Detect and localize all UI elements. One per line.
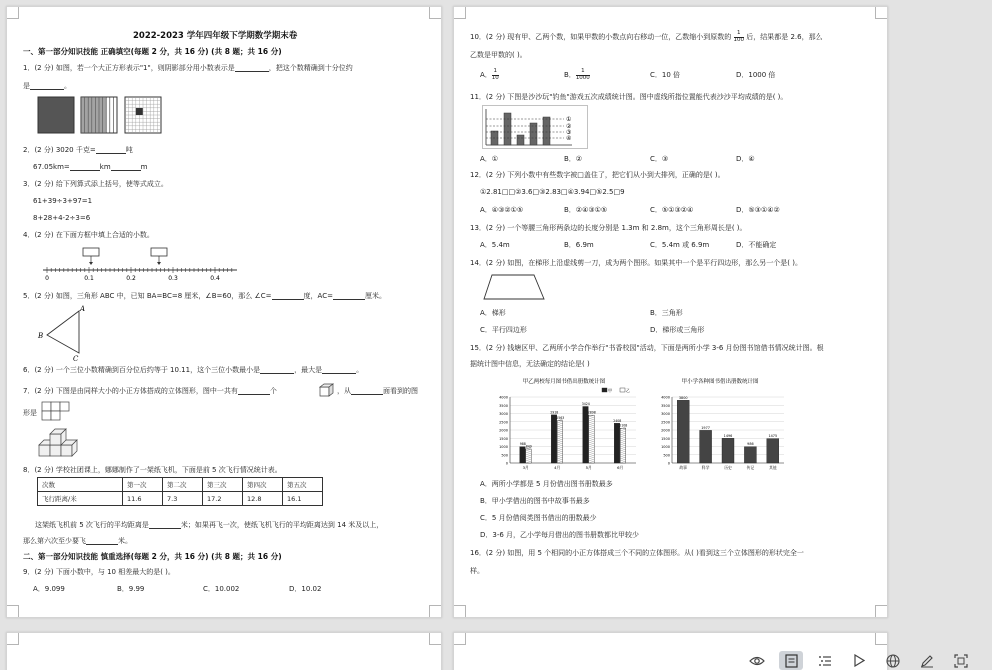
data-label: 1475: [768, 434, 778, 439]
q10-text: 10．(2 分) 现有甲、乙两个数，如果甲数的小数点向右移动一位，乙数缩小到原数的: [470, 33, 732, 41]
q8-text-e: 米。: [118, 537, 132, 545]
data-label: 849: [525, 444, 532, 449]
table-cell: 第二次: [163, 478, 203, 492]
y-tick-label: 3500: [499, 403, 508, 408]
q11-option-a: A．①: [480, 155, 499, 163]
question-16: 16．(2 分) 如图，用 5 个相同的小正方体搭成三个不同的立体图形。从( )看到这三个立体图形的形状完全一: [470, 549, 804, 557]
q5-triangle-figure: [35, 305, 95, 361]
crop-mark: [875, 7, 887, 19]
q2b-unit-m: m: [140, 163, 148, 171]
x-tick-label: 4月: [554, 465, 561, 470]
legend-label: 甲: [608, 388, 612, 393]
q8-text-d: 那么第六次至少要飞: [23, 537, 86, 545]
page-1: [6, 6, 442, 618]
question-2: [23, 146, 133, 154]
y-tick-label: 2500: [499, 420, 508, 425]
library-loans-monthly-chart: [484, 375, 644, 475]
ruler-label: 0.1: [84, 275, 94, 281]
question-9: [23, 568, 175, 576]
y-tick-label: 4000: [661, 395, 670, 400]
x-tick-label: 故事: [679, 465, 687, 470]
fraction-denominator: 1000: [575, 74, 590, 81]
y-tick-label: 3000: [499, 412, 508, 416]
q5-text-c: 厘米。: [364, 292, 386, 300]
bar: [722, 438, 734, 463]
ruler-label: 0.3: [168, 275, 178, 281]
crop-mark: [875, 633, 887, 645]
question-15: 15．(2 分) 钱塘区甲、乙两所小学合作举行"书香校园"活动，下面是两所小学 3-6 月份图书馆借书情况统计图。根: [470, 344, 824, 352]
dash-label: ①: [566, 116, 572, 123]
dash-label: ④: [566, 135, 572, 142]
eye-icon[interactable]: [740, 651, 774, 670]
table-cell: 11.6: [123, 492, 163, 506]
crop-mark: [429, 605, 441, 617]
legend-swatch: [620, 388, 625, 392]
bar: [583, 407, 589, 463]
crop-mark: [429, 633, 441, 645]
q13-option-b: B．6.9m: [564, 241, 594, 249]
table-cell: 第一次: [123, 478, 163, 492]
data-label: 2563: [556, 416, 565, 421]
legend-swatch: [602, 388, 607, 392]
bar: [767, 439, 779, 463]
question-7: [23, 387, 277, 395]
table-row: [38, 492, 323, 506]
data-label: 3800: [678, 395, 688, 400]
table-cell: 12.8: [243, 492, 283, 506]
q10-option-c: C．10 倍: [650, 71, 681, 79]
data-label: 1977: [701, 425, 710, 430]
x-tick-label: 5月: [585, 465, 592, 470]
table-cell: 第四次: [243, 478, 283, 492]
q12-numbers: ①2.81□□②3.6□③2.83□④3.94□⑤2.5□9: [480, 188, 625, 196]
data-label: 1496: [723, 433, 733, 438]
question-10: [470, 31, 823, 43]
q7-text-c: ，从: [337, 387, 351, 395]
fraction-numerator: 1: [734, 31, 745, 38]
q12-option-b: B．②④③①⑤: [564, 206, 608, 214]
q12-option-d: D．⑤③①④②: [736, 206, 780, 214]
q1-text: 1．(2 分) 如图，若一个大正方形表示"1"，则阴影部分用小数表示是: [23, 64, 235, 72]
q4-number-line: [39, 247, 244, 281]
flight-table: [37, 477, 323, 506]
bar: [551, 415, 557, 463]
chart-title: 甲乙两校每月图书借出册数统计图: [522, 379, 606, 385]
q9-text-c: 相差最大的是( )。: [118, 568, 175, 576]
q15-option-d: D．3-6 月，乙小学每月借出的图书册数都比甲较少: [480, 531, 640, 539]
table-cell: 飞行距离/米: [38, 492, 123, 506]
q16-line2: 样。: [470, 567, 484, 575]
y-tick-label: 0: [505, 461, 508, 466]
q6-text-b: ，最大是: [294, 366, 323, 374]
q11-option-b: B．②: [564, 155, 583, 163]
question-11: 11．(2 分) 下图是沙沙玩"钓鱼"游戏五次成绩统计图。图中虚线所指位置能代表沙沙平均成绩的是( )。: [470, 93, 788, 101]
triangle-label-c: C: [73, 355, 79, 361]
q10-fraction: [734, 31, 745, 43]
q2-unit: 吨: [125, 146, 133, 154]
y-tick-label: 1500: [499, 436, 508, 441]
bar: [520, 447, 526, 463]
option-letter: A．: [480, 71, 492, 79]
data-label: 2108: [619, 423, 628, 428]
chart-title: 甲小学各种图书借出册数统计图: [681, 379, 759, 385]
x-tick-label: 历史: [724, 465, 732, 470]
q8-text-b: 这架纸飞机前 5 次飞行的平均距离是: [35, 521, 149, 529]
section-heading-2: 二、第一部分知识技能 慎重选择(每题 2 分，共 16 分) (共 8 题；共 16 分): [23, 552, 282, 561]
q2b-unit-km: km: [99, 163, 111, 171]
triangle-label-a: A: [80, 305, 86, 313]
q8-line2: [35, 521, 383, 529]
x-tick-label: 科学: [701, 465, 710, 470]
bar: [744, 447, 756, 463]
x-tick-label: 传记: [746, 465, 755, 470]
table-cell: 16.1: [283, 492, 323, 506]
q14-option-a: A．梯形: [480, 309, 506, 317]
crop-mark: [7, 633, 19, 645]
q15-option-c: C．5 月份借阅类图书借出的册数最少: [480, 514, 597, 522]
viewer-toolbar: [740, 651, 992, 670]
q1-decimal-squares-figure: [37, 96, 165, 136]
q9-text: 9．(2 分) 下面小数中，与: [23, 568, 105, 576]
q7-text: 7．(2 分) 下图是由同样大小的小正方体搭成的立体图形，图中一共有: [23, 387, 238, 395]
q3-equation-a: 61+39÷3+97=1: [33, 197, 93, 205]
q13-option-a: A．5.4m: [480, 241, 510, 249]
page-2: [453, 6, 888, 618]
data-label: 2408: [613, 418, 622, 423]
q3-equation-b: 8+28+4-2÷3=6: [33, 214, 91, 222]
fraction-numerator: 1: [576, 69, 590, 76]
bar: [614, 423, 620, 463]
y-tick-label: 1000: [499, 445, 508, 449]
question-4: 4．(2 分) 在下面方框中填上合适的小数。: [23, 231, 154, 239]
option-letter: B．: [564, 71, 576, 79]
outline-icon[interactable]: [808, 651, 842, 670]
y-tick-label: 2500: [661, 420, 670, 425]
fit-screen-icon[interactable]: [944, 651, 978, 670]
table-cell: 第五次: [283, 478, 323, 492]
q15-option-a: A．两所小学都是 5 月份借出图书册数最多: [480, 480, 613, 488]
q9-option-d: D．10.02: [289, 585, 322, 593]
y-tick-label: 500: [501, 453, 508, 458]
crop-mark: [429, 7, 441, 19]
q2b-text: 67.05km=: [33, 163, 70, 171]
crop-mark: [7, 7, 19, 19]
q8-text-c: 米；如果再飞一次，使纸飞机飞行的平均距离达到 14 米及以上，: [180, 521, 384, 529]
fraction-denominator: 10: [491, 74, 499, 81]
question-1: [23, 64, 353, 72]
q6-text: 6．(2 分) 一个三位小数精确到百分位后约等于 10.11，这个三位小数最小是: [23, 366, 261, 374]
q9-value: 10: [107, 568, 116, 576]
q10-text-b: 后，结果都是 2.6，那么: [746, 33, 823, 41]
q2-line2: [33, 163, 147, 171]
bar: [700, 430, 712, 463]
ruler-label: 0.4: [210, 275, 220, 281]
q5-text: 5．(2 分) 如图，三角形 ABC 中，已知 BA=BC=8 厘米，∠B=60，那么 ∠C=: [23, 292, 272, 300]
y-tick-label: 1000: [661, 445, 670, 449]
question-3: 3．(2 分) 给下列算式添上括号，使等式成立。: [23, 180, 168, 188]
q13-option-c: C．5.4m 或 6.9m: [650, 241, 710, 249]
table-cell: 次数: [38, 478, 123, 492]
dash-label: ③: [566, 129, 572, 136]
y-tick-label: 4000: [499, 395, 508, 400]
question-5: [23, 292, 386, 300]
small-cube-icon: [319, 383, 335, 397]
y-tick-label: 2000: [499, 428, 508, 433]
q10-option-a: [480, 69, 499, 81]
question-12: 12．(2 分) 下列小数中有些数字被□盖住了，把它们从小到大排列，正确的是( )。: [470, 171, 725, 179]
q14-option-b: B．三角形: [650, 309, 683, 317]
data-label: 2918: [550, 410, 559, 415]
school-book-types-chart: [650, 375, 790, 475]
data-label: 986: [747, 442, 754, 447]
question-14: 14．(2 分) 如图，在梯形上沿虚线剪一刀，成为两个图形。如果其中一个是平行四边形，那么另一个是( )。: [470, 259, 802, 267]
q10-option-d: D．1000 倍: [736, 71, 776, 79]
q15-option-b: B．甲小学借出的图书中故事书最多: [480, 497, 590, 505]
y-tick-label: 500: [663, 453, 670, 458]
table-cell: 17.2: [203, 492, 243, 506]
q14-trapezoid-figure: [482, 273, 546, 301]
q11-option-c: C．③: [650, 155, 669, 163]
question-6: 6．(2 分) 一个三位小数精确到百分位后约等于 10.11，这个三位小数最小是 ，最大是 。: [23, 366, 364, 374]
q7-text-d: 面看到的图: [383, 387, 418, 395]
legend-label: 乙: [626, 388, 630, 393]
table-header-row: [38, 478, 323, 492]
bar: [589, 415, 595, 463]
q8-line3: [23, 537, 132, 545]
y-tick-label: 3500: [661, 403, 670, 408]
q10-option-b: [564, 69, 590, 81]
q13-option-d: D．不能确定: [736, 241, 777, 249]
q1-text-c: 是: [23, 82, 30, 90]
question-13: 13．(2 分) 一个等腰三角形两条边的长度分别是 1.3m 和 2.8m，这个三角形周长是( )。: [470, 224, 747, 232]
q11-fishing-bar-figure: [482, 105, 588, 149]
y-tick-label: 1500: [661, 436, 670, 441]
y-tick-label: 2000: [661, 428, 670, 433]
ruler-label: 0.2: [126, 275, 136, 281]
q7-line-cont: [337, 387, 418, 395]
q9-option-b: B．9.99: [117, 585, 145, 593]
page-3-partial: [6, 632, 442, 670]
question-8: 8．(2 分) 学校社团课上，娜娜制作了一架纸飞机，下面是前 5 次飞行情况统计表。: [23, 466, 282, 474]
q12-option-c: C．⑤①③②④: [650, 206, 694, 214]
table-cell: 7.3: [163, 492, 203, 506]
ruler-label: 0: [45, 275, 49, 281]
globe-icon[interactable]: [876, 651, 910, 670]
data-label: 3424: [581, 402, 590, 407]
q9-option-c: C．10.002: [203, 585, 240, 593]
q7-text-b: 个: [269, 387, 277, 395]
x-tick-label: 其他: [769, 465, 777, 470]
data-label: 988: [519, 442, 526, 447]
q2-text: 2．(2 分) 3020 千克=: [23, 146, 96, 154]
y-tick-label: 0: [667, 461, 670, 466]
q7-cube-stack-figure: [35, 427, 83, 463]
q7-view-figure: [41, 401, 73, 421]
q1-line2: 是 。: [23, 82, 71, 90]
x-tick-label: 6月: [617, 465, 624, 470]
fraction-numerator: 1: [493, 68, 498, 74]
page-title: 2022-2023 学年四年级下学期数学期末卷: [133, 31, 298, 41]
q14-option-c: C．平行四边形: [480, 326, 527, 334]
q5-text-b: 度，AC=: [303, 292, 333, 300]
table-cell: 第三次: [203, 478, 243, 492]
crop-mark: [454, 7, 466, 19]
play-icon[interactable]: [842, 651, 876, 670]
q11-option-d: D．④: [736, 155, 755, 163]
y-tick-label: 3000: [661, 412, 670, 416]
read-mode-icon[interactable]: [779, 651, 803, 670]
crop-mark: [454, 633, 466, 645]
fraction-denominator: 100: [733, 36, 745, 43]
dash-label: ②: [566, 123, 572, 130]
q14-option-d: D．梯形或三角形: [650, 326, 705, 334]
q15-line2: 据统计图中信息，无法确定的结论是( ): [470, 360, 590, 368]
section-heading-1: 一、第一部分知识技能 正确填空(每题 2 分，共 16 分) (共 8 题；共 16 分): [23, 47, 282, 56]
pen-icon[interactable]: [910, 651, 944, 670]
crop-mark: [875, 605, 887, 617]
q10-line2: 乙数是甲数的( )。: [470, 51, 527, 59]
data-label: 2898: [587, 410, 596, 415]
q12-option-a: A．④③②①⑤: [480, 206, 524, 214]
q1-text-b: ，把这个数精确到十分位约: [268, 64, 353, 72]
bar: [677, 400, 689, 463]
triangle-label-b: B: [38, 332, 44, 340]
x-tick-label: 3月: [522, 465, 529, 470]
crop-mark: [7, 605, 19, 617]
q9-option-a: A．9.099: [33, 585, 65, 593]
q7-line2: 形是: [23, 409, 37, 417]
crop-mark: [454, 605, 466, 617]
